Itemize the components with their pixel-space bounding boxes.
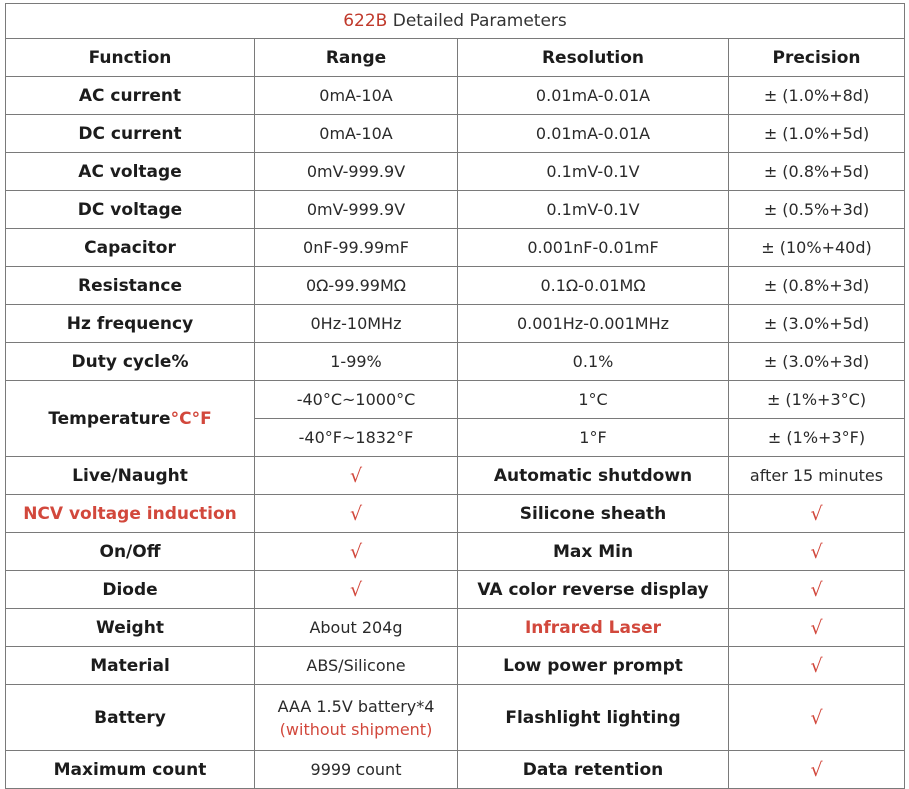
feature-name: Diode [6, 571, 255, 609]
check-mark-icon: √ [729, 647, 905, 685]
check-mark-icon: √ [255, 571, 458, 609]
table-row [6, 267, 905, 305]
range-cell: 0mA-10A [255, 77, 458, 115]
feature-value: 9999 count [255, 751, 458, 789]
feature-name: Live/Naught [6, 457, 255, 495]
table-row [6, 305, 905, 343]
check-mark-icon: √ [729, 609, 905, 647]
feature-value: after 15 minutes [729, 457, 905, 495]
function-cell: Capacitor [6, 229, 255, 267]
precision-cell: ± (1%+3°C) [729, 381, 905, 419]
check-mark-icon: √ [255, 533, 458, 571]
title-text: Detailed Parameters [387, 11, 567, 31]
function-cell: Hz frequency [6, 305, 255, 343]
model-name: 622B [343, 11, 388, 31]
feature-name: Weight [6, 609, 255, 647]
temperature-label-cell [6, 381, 255, 457]
header-range: Range [255, 39, 458, 77]
resolution-cell: 0.001Hz-0.001MHz [458, 305, 729, 343]
feature-name: NCV voltage induction [6, 495, 255, 533]
feature-row [6, 571, 905, 609]
precision-cell: ± (1.0%+8d) [729, 77, 905, 115]
range-cell: 0Ω-99.99MΩ [255, 267, 458, 305]
precision-cell: ± (0.8%+3d) [729, 267, 905, 305]
feature-name: Maximum count [6, 751, 255, 789]
battery-note: (without shipment) [279, 719, 433, 739]
feature-name: Flashlight lighting [458, 685, 729, 751]
precision-cell: ± (0.8%+5d) [729, 153, 905, 191]
feature-name: Low power prompt [458, 647, 729, 685]
range-cell: 0Hz-10MHz [255, 305, 458, 343]
battery-row [6, 685, 905, 751]
battery-value [255, 685, 458, 751]
range-cell: 0nF-99.99mF [255, 229, 458, 267]
check-mark-icon: √ [255, 457, 458, 495]
resolution-cell: 1°C [458, 381, 729, 419]
feature-name: Battery [6, 685, 255, 751]
check-mark-icon: √ [729, 685, 905, 751]
check-mark-icon: √ [729, 571, 905, 609]
table-row [6, 115, 905, 153]
feature-name: On/Off [6, 533, 255, 571]
function-cell: AC current [6, 77, 255, 115]
table-row [6, 153, 905, 191]
range-cell: 0mV-999.9V [255, 191, 458, 229]
resolution-cell: 0.01mA-0.01A [458, 77, 729, 115]
function-cell: DC current [6, 115, 255, 153]
temperature-label: Temperature [48, 408, 171, 429]
resolution-cell: 0.1% [458, 343, 729, 381]
table-row [6, 77, 905, 115]
precision-cell: ± (1.0%+5d) [729, 115, 905, 153]
table-row [6, 191, 905, 229]
header-row [6, 39, 905, 77]
check-mark-icon: √ [255, 495, 458, 533]
temperature-unit: °C°F [170, 408, 212, 429]
feature-name: Automatic shutdown [458, 457, 729, 495]
resolution-cell: 0.01mA-0.01A [458, 115, 729, 153]
feature-name: VA color reverse display [458, 571, 729, 609]
precision-cell: ± (1%+3°F) [729, 419, 905, 457]
feature-value: About 204g [255, 609, 458, 647]
feature-name: Infrared Laser [458, 609, 729, 647]
parameters-table [5, 3, 905, 789]
range-cell: 1-99% [255, 343, 458, 381]
temperature-row-celsius [6, 381, 905, 419]
resolution-cell: 1°F [458, 419, 729, 457]
resolution-cell: 0.001nF-0.01mF [458, 229, 729, 267]
precision-cell: ± (10%+40d) [729, 229, 905, 267]
feature-value: ABS/Silicone [255, 647, 458, 685]
max-count-row [6, 751, 905, 789]
resolution-cell: 0.1Ω-0.01MΩ [458, 267, 729, 305]
range-cell: 0mV-999.9V [255, 153, 458, 191]
function-cell: Duty cycle% [6, 343, 255, 381]
feature-name: Silicone sheath [458, 495, 729, 533]
range-cell: -40°F~1832°F [255, 419, 458, 457]
feature-name: Material [6, 647, 255, 685]
header-function: Function [6, 39, 255, 77]
battery-spec: AAA 1.5V battery*4 [277, 696, 435, 716]
precision-cell: ± (3.0%+3d) [729, 343, 905, 381]
feature-row [6, 609, 905, 647]
precision-cell: ± (3.0%+5d) [729, 305, 905, 343]
header-resolution: Resolution [458, 39, 729, 77]
table-title [6, 4, 905, 39]
table-row [6, 343, 905, 381]
check-mark-icon: √ [729, 751, 905, 789]
feature-name: Data retention [458, 751, 729, 789]
resolution-cell: 0.1mV-0.1V [458, 191, 729, 229]
range-cell: 0mA-10A [255, 115, 458, 153]
feature-name: Max Min [458, 533, 729, 571]
table-row [6, 229, 905, 267]
resolution-cell: 0.1mV-0.1V [458, 153, 729, 191]
feature-row [6, 457, 905, 495]
function-cell: DC voltage [6, 191, 255, 229]
feature-row [6, 647, 905, 685]
range-cell: -40°C~1000°C [255, 381, 458, 419]
function-cell: Resistance [6, 267, 255, 305]
precision-cell: ± (0.5%+3d) [729, 191, 905, 229]
check-mark-icon: √ [729, 495, 905, 533]
header-precision: Precision [729, 39, 905, 77]
check-mark-icon: √ [729, 533, 905, 571]
feature-row [6, 495, 905, 533]
feature-row [6, 533, 905, 571]
function-cell: AC voltage [6, 153, 255, 191]
